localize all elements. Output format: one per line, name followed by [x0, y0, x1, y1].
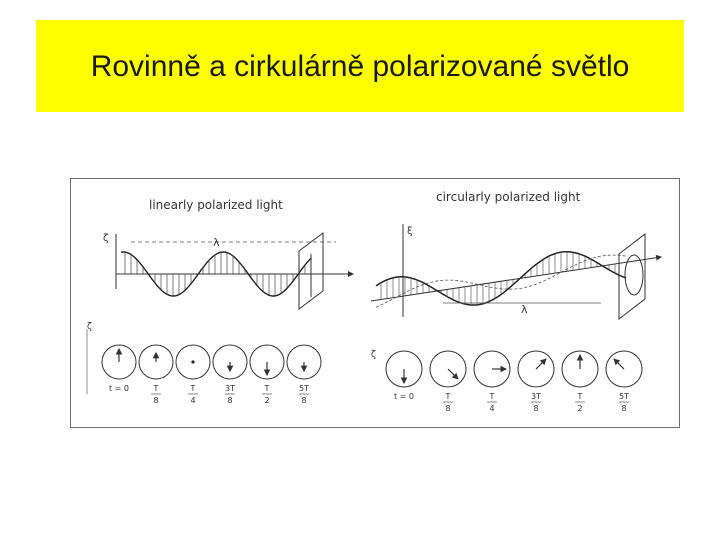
linear-time-numerator: 5T: [299, 384, 309, 393]
circular-field-arrow: [536, 359, 546, 369]
circular-time-denominator: 4: [489, 404, 495, 413]
circular-time-denominator: 8: [445, 404, 451, 413]
circular-time-denominator: 8: [533, 404, 539, 413]
polarization-figure: [70, 178, 680, 428]
circular-time-numerator: T: [489, 392, 495, 401]
linear-time-denominator: 8: [301, 396, 307, 405]
circular-time-numerator: T: [445, 392, 451, 401]
linear-time-numerator: T: [190, 384, 196, 393]
circular-time-denominator: 8: [621, 404, 627, 413]
linear-time-numerator: T: [264, 384, 270, 393]
slide-title: Rovinně a cirkulárně polarizované světlo: [90, 50, 630, 83]
linear-time-denominator: 4: [190, 396, 196, 405]
linear-time-denominator: 8: [153, 396, 159, 405]
circular-time-circles: [386, 351, 642, 413]
circular-field-arrow: [614, 359, 624, 369]
circular-field-arrow: [448, 369, 458, 379]
circular-panel: [371, 190, 661, 413]
linear-caption: linearly polarized light: [149, 198, 283, 212]
circular-wavelength-label: λ: [521, 303, 528, 316]
circular-time-denominator: 2: [577, 404, 583, 413]
linear-wavelength-label: λ: [213, 236, 220, 249]
circular-time-numerator: T: [577, 392, 583, 401]
circular-axis-symbol: ξ: [407, 226, 413, 237]
linear-time-denominator: 8: [227, 396, 233, 405]
linear-row-axis-symbol: ζ: [87, 322, 92, 332]
circular-time-numerator: t = 0: [393, 392, 415, 401]
linear-time-denominator: 2: [264, 396, 270, 405]
polarization-diagram: [71, 179, 679, 427]
linear-axis-symbol: ζ: [103, 233, 109, 244]
linear-time-circles: [102, 345, 321, 405]
circular-caption: circularly polarized light: [436, 190, 581, 204]
linear-time-numerator: T: [153, 384, 159, 393]
linear-field-dot: [191, 360, 194, 363]
linear-time-numerator: t = 0: [108, 384, 130, 393]
circular-time-numerator: 3T: [531, 392, 541, 401]
circular-row-axis-symbol: ζ: [371, 350, 376, 360]
linear-panel: [87, 198, 353, 405]
linear-time-numerator: 3T: [225, 384, 235, 393]
circular-wave: [376, 252, 626, 308]
circular-time-numerator: 5T: [619, 392, 629, 401]
